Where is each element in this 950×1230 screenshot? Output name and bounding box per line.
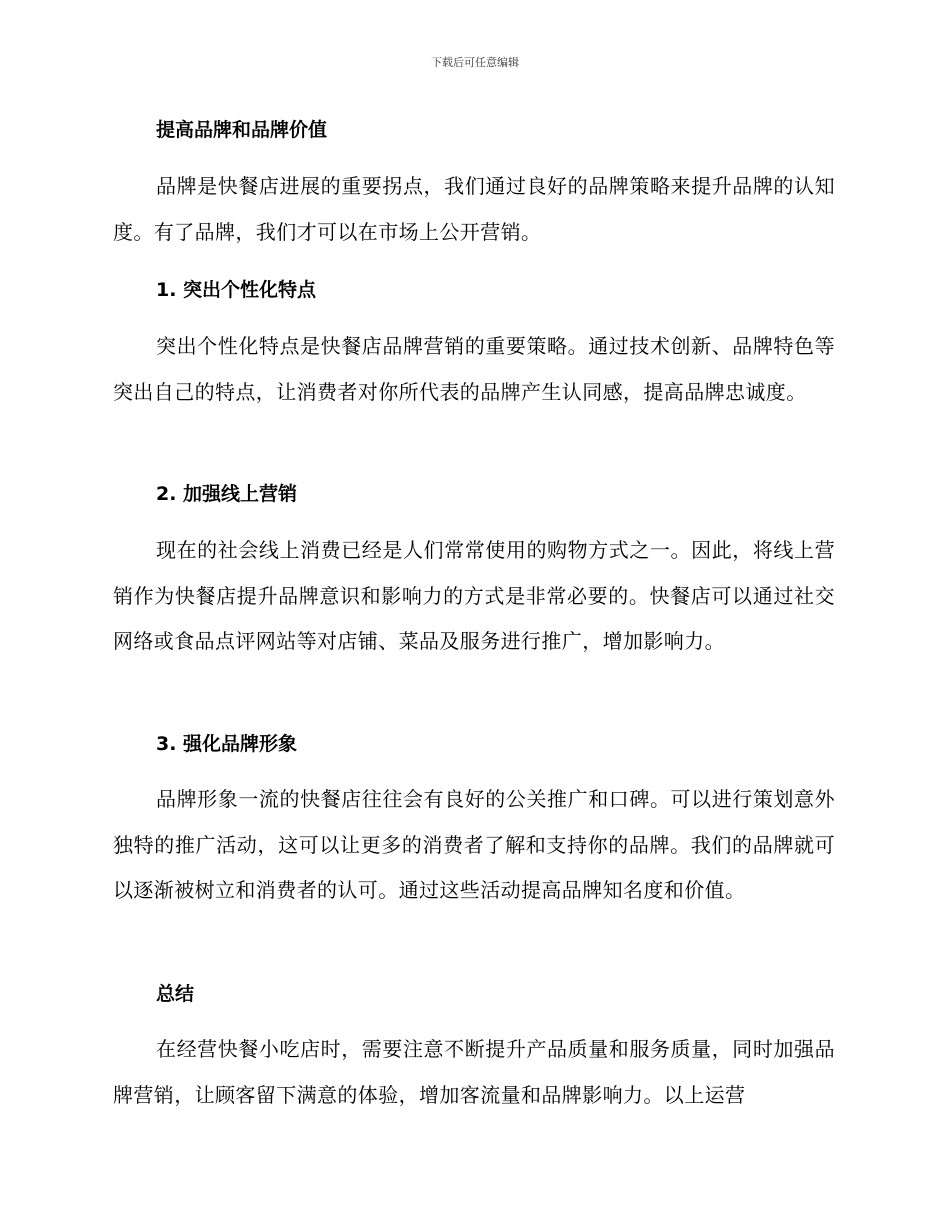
- section-heading: 1. 突出个性化特点: [156, 279, 317, 301]
- page-header: 下载后可任意编辑: [431, 56, 519, 69]
- section-paragraph: 突出个性化特点是快餐店品牌营销的重要策略。通过技术创新、品牌特色等突出自己的特点，让消费者对你所代表的品牌产生认同感，提高品牌忠诚度。: [113, 334, 835, 404]
- section-heading: 提高品牌和品牌价值: [156, 119, 328, 141]
- section-paragraph: 品牌形象一流的快餐店往往会有良好的公关推广和口碑。可以进行策划意外独特的推广活动，这可以让更多的消费者了解和支持你的品牌。我们的品牌就可以逐渐被树立和消费者的认可。通过这些活动提高品牌知名度和价值。: [113, 787, 835, 902]
- section-heading: 2. 加强线上营销: [156, 483, 298, 505]
- section-paragraph: 在经营快餐小吃店时，需要注意不断提升产品质量和服务质量，同时加强品牌营销，让顾客留下满意的体验，增加客流量和品牌影响力。以上运营: [113, 1037, 835, 1107]
- section-heading: 3. 强化品牌形象: [156, 733, 298, 755]
- section-paragraph: 现在的社会线上消费已经是人们常常使用的购物方式之一。因此，将线上营销作为快餐店提升品牌意识和影响力的方式是非常必要的。快餐店可以通过社交网络或食品点评网站等对店铺、菜品及服务进行推广，增加影响力。: [113, 538, 835, 653]
- section-heading: 总结: [156, 983, 195, 1005]
- section-paragraph: 品牌是快餐店进展的重要拐点，我们通过良好的品牌策略来提升品牌的认知度。有了品牌，我们才可以在市场上公开营销。: [113, 174, 835, 244]
